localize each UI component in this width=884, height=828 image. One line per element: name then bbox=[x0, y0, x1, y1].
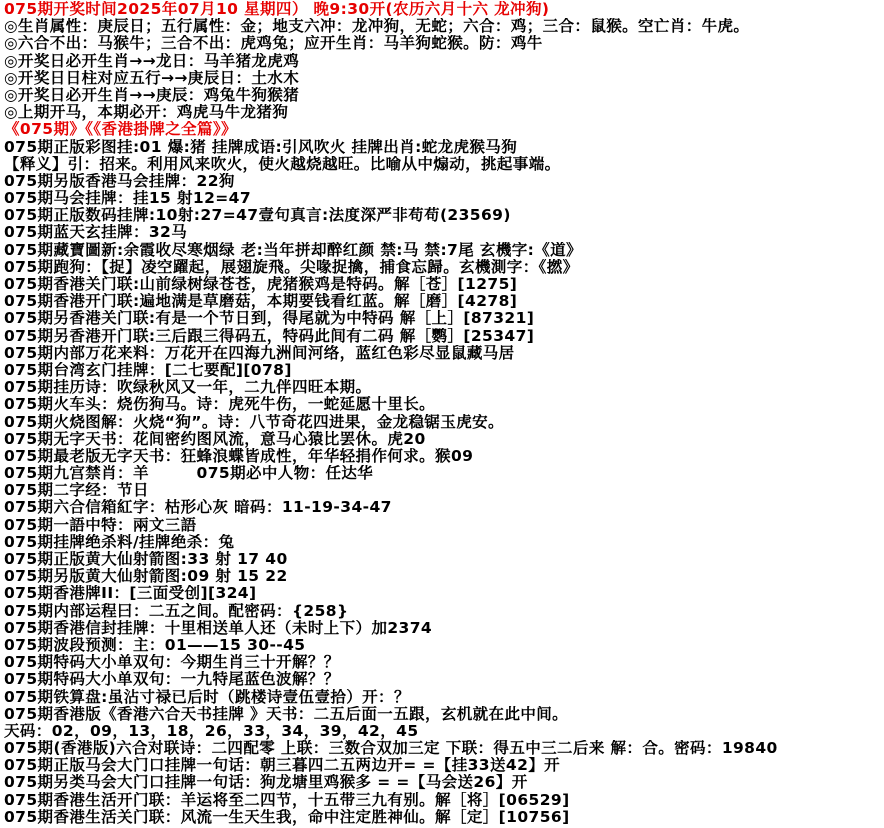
text-line: ◎开奖日必开生肖→→庚辰：鸡兔牛狗猴猪 bbox=[4, 86, 300, 104]
text-line: 075期九宫禁肖：羊 075期必中人物：任达华 bbox=[4, 465, 374, 483]
text-line: 075期特码大小单双句：一九特尾蓝色波解？？ bbox=[4, 671, 340, 689]
text-line: 075期香港牌II：[三面受创][324] bbox=[4, 585, 257, 603]
text-line: 075期火烧图解：火烧“狗”。诗：八节奇花四进果，金龙稳锯玉虎安。 bbox=[4, 413, 504, 431]
text-line: 075期跑狗：【捉】凌空躍起，展翅旋飛。尖喙捉擒，捕食忘歸。玄機測字：《撚》 bbox=[4, 258, 579, 276]
text-line: 075期另类马会大门口挂牌一句话：狗龙塘里鸡猴多 = =【马会送26】开 bbox=[4, 774, 528, 792]
text-line: 075期台湾玄门挂牌：[二七要配][078] bbox=[4, 361, 292, 379]
text-line: 075期六合信箱紅字：枯形心灰 暗码：11-19-34-47 bbox=[4, 499, 392, 517]
text-line: 《075期》《《香港掛牌之全篇》》 bbox=[4, 121, 237, 139]
text-line: 075期正版数码挂牌:10射:27=47壹句真言:法度深严非苟苟(23569) bbox=[4, 207, 511, 225]
text-line: 075期马会挂牌：挂15 射12=47 bbox=[4, 190, 252, 208]
text-line: 075期香港信封挂牌：十里相送单人还（未时上下）加2374 bbox=[4, 619, 433, 637]
text-line: 075期一語中特：兩文三語 bbox=[4, 516, 197, 534]
text-line: 075期开奖时间2025年07月10 星期四） 晚9:30开(农历六月十六 龙冲狗) bbox=[4, 1, 550, 18]
text-line: ◎生肖属性：庚辰日；五行属性：金；地支六冲：龙冲狗，无蛇；六合：鸡；三合：鼠猴。空亡肖：牛虎。 bbox=[4, 18, 750, 36]
text-line: 075期香港生活关门联：风流一生天生我，命中注定胜神仙。解［定］[10756] bbox=[4, 808, 570, 826]
text-line: 075期最老版无字天书：狂蜂浪蝶皆成性，年华轻捐作何求。猴09 bbox=[4, 447, 474, 465]
text-line: ◎开奖日必开生肖→→龙日：马羊猪龙虎鸡 bbox=[4, 52, 300, 70]
text-line: 075期香港生活开门联：羊运将至二四节，十五带三九有别。解［将］[06529] bbox=[4, 791, 570, 809]
text-line: 075期(香港版)六合对联诗：二四配零 上联：三数合双加三定 下联：得五中三二后来 解：合。密码：19840 bbox=[4, 740, 778, 758]
text-line: 075期另香港关门联:有是一个节日到，得尾就为中特码 解［上］[87321] bbox=[4, 310, 535, 328]
text-line: 075期铁算盘:虽沾寸禄已后时（跳楼诗壹伍壹拾）开：？ bbox=[4, 688, 410, 706]
text-line: 075期藏寶圖新:余霞收尽寒烟绿 老:当年拼却醉红颜 禁:马 禁:7尾 玄機字:《道》 bbox=[4, 241, 582, 259]
text-line: 075期另版香港马会挂牌：22狗 bbox=[4, 172, 235, 190]
text-line: 075期挂牌绝杀料/挂牌绝杀：兔 bbox=[4, 533, 235, 551]
text-line: 075期无字天书：花间密约图风流，意马心猿比罢休。虎20 bbox=[4, 430, 426, 448]
text-line: 075期蓝天玄挂牌：32马 bbox=[4, 224, 188, 242]
text-line: 075期波段预测：主：01——15 30--45 bbox=[4, 636, 306, 654]
text-line: 075期香港版《香港六合天书挂牌 》天书：二五后面一五跟，玄机就在此中间。 bbox=[4, 705, 569, 723]
text-line: ◎上期开马，本期必开：鸡虎马牛龙猪狗 bbox=[4, 104, 289, 122]
text-line: 075期二字经：节日 bbox=[4, 482, 149, 500]
text-line: 075期内部万花来料：万花开在四海九洲间河络，蓝红色彩尽显鼠藏马居 bbox=[4, 344, 515, 362]
text-line: 075期另香港开门联:三后跟三得码五，特码此间有二码 解［鹦］[25347] bbox=[4, 327, 535, 345]
text-line: 075期香港开门联:遍地满是草磨菇，本期要钱看红蓝。解［磨］[4278] bbox=[4, 293, 518, 311]
text-line: 075期火车头：烧伤狗马。诗：虎死牛伤，一蛇延愿十里长。 bbox=[4, 396, 436, 414]
text-line: 【释义】引：招来。利用风来吹火，使火越烧越旺。比喻从中煽动，挑起事端。 bbox=[4, 155, 561, 173]
text-line: 075期特码大小单双句：今期生肖三十开解？？ bbox=[4, 654, 340, 672]
text-line: 075期正版彩图挂:01 爆:猪 挂牌成语:引风吹火 挂牌出肖:蛇龙虎猴马狗 bbox=[4, 138, 518, 156]
text-line: 天码：02，09，13，18，26，33，34，39，42，45 bbox=[4, 722, 419, 740]
text-line: ◎六合不出：马猴牛；三合不出：虎鸡兔；应开生肖：马羊狗蛇猴。防：鸡牛 bbox=[4, 35, 543, 53]
text-line: 075期正版黄大仙射箭图:33 射 17 40 bbox=[4, 551, 288, 568]
text-line: 075期挂历诗：吹绿秋风又一年，二九伴四旺本期。 bbox=[4, 379, 372, 397]
text-line: 075期香港关门联:山前绿树绿苍苍，虎猪猴鸡是特码。解［苍］[1275] bbox=[4, 276, 518, 293]
text-line: 075期内部运程曰：二五之间。配密码：{258} bbox=[4, 602, 349, 620]
text-line: 075期另版黄大仙射箭图:09 射 15 22 bbox=[4, 568, 288, 586]
text-line: ◎开奖日日柱对应五行→→庚辰日：土水木 bbox=[4, 69, 300, 87]
text-line: 075期正版马会大门口挂牌一句话：朝三暮四二五两边开= =【挂33送42】开 bbox=[4, 757, 561, 775]
